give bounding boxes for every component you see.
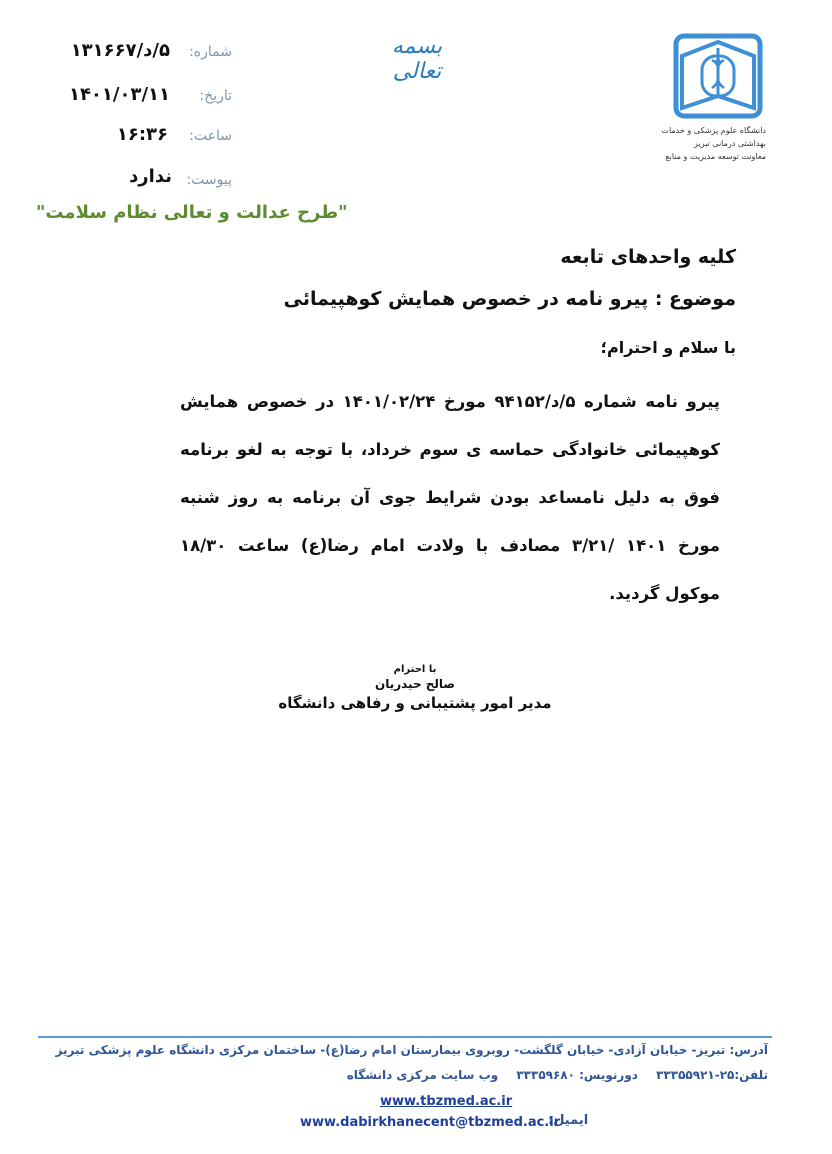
signer-name: صالح حیدریان	[374, 677, 456, 691]
university-logo	[672, 30, 764, 122]
bismillah-calligraphy: بسمه تعالی	[391, 34, 443, 84]
recipient: کلیه واحدهای تابعه	[560, 246, 736, 268]
signature-block	[220, 664, 610, 712]
signature-closing: با احترام	[393, 664, 437, 675]
footer-address: آدرس: تبریز- خیابان آزادی- خیابان گلگشت- روبروی بیمارستان امام رضا(ع)- ساختمان مرکزی دانشگاه علوم پزشکی تبریز	[55, 1043, 768, 1057]
number-label: شماره:	[189, 44, 232, 60]
footer-divider	[38, 1036, 772, 1038]
attachment-value: ندارد	[129, 166, 172, 187]
footer-website-label: وب سایت مرکزی دانشگاه	[346, 1068, 499, 1082]
footer-fax: دورنویس: ۳۳۳۵۹۶۸۰	[516, 1068, 638, 1082]
logo-caption	[660, 124, 766, 163]
slogan: "طرح عدالت و تعالی نظام سلامت"	[36, 202, 348, 223]
number-value: ۵/د/۱۳۱۶۶۷	[70, 40, 170, 61]
logo-caption-line: دانشگاه علوم پزشکی و خدمات بهداشتی درمانی تبریز	[661, 126, 766, 148]
date-label: تاریخ:	[199, 88, 232, 104]
signer-title: مدیر امور پشتیبانی و رفاهی دانشگاه	[278, 694, 552, 712]
time-value: ۱۶:۳۶	[116, 124, 168, 145]
attachment-label: پیوست:	[186, 172, 232, 188]
date-value: ۱۴۰۱/۰۳/۱۱	[68, 84, 170, 105]
logo-caption-line: معاونت توسعه مدیریت و منابع	[665, 152, 766, 161]
greeting: با سلام و احترام؛	[600, 338, 736, 357]
footer-phone: تلفن:۲۵-۳۳۳۵۵۹۲۱	[656, 1068, 768, 1082]
email-link[interactable]: www.dabirkhanecent@tbzmed.ac.ir	[300, 1115, 561, 1130]
time-label: ساعت:	[189, 128, 232, 144]
website-link[interactable]: www.tbzmed.ac.ir	[380, 1094, 513, 1109]
email-label: ایمیل:	[548, 1113, 589, 1128]
subject: موضوع : پیرو نامه در خصوص همایش کوهپیمائی	[283, 288, 736, 310]
footer-contact	[48, 1068, 768, 1082]
letter-body: پیرو نامه شماره ۵/د/۹۴۱۵۲ مورخ ۱۴۰۱/۰۲/۲۴ در خصوص همایش کوهپیمائی خانوادگی حماسه ی سوم خرداد، با توجه به لغو برنامه فوق به دلیل نامساعد بودن شرایط جوی آن برنامه به روز شنبه مورخ ۱۴۰۱ /۳/۲۱ مصادف با ولادت امام رضا(ع) ساعت ۱۸/۳۰ موکول گردید.	[180, 392, 720, 603]
